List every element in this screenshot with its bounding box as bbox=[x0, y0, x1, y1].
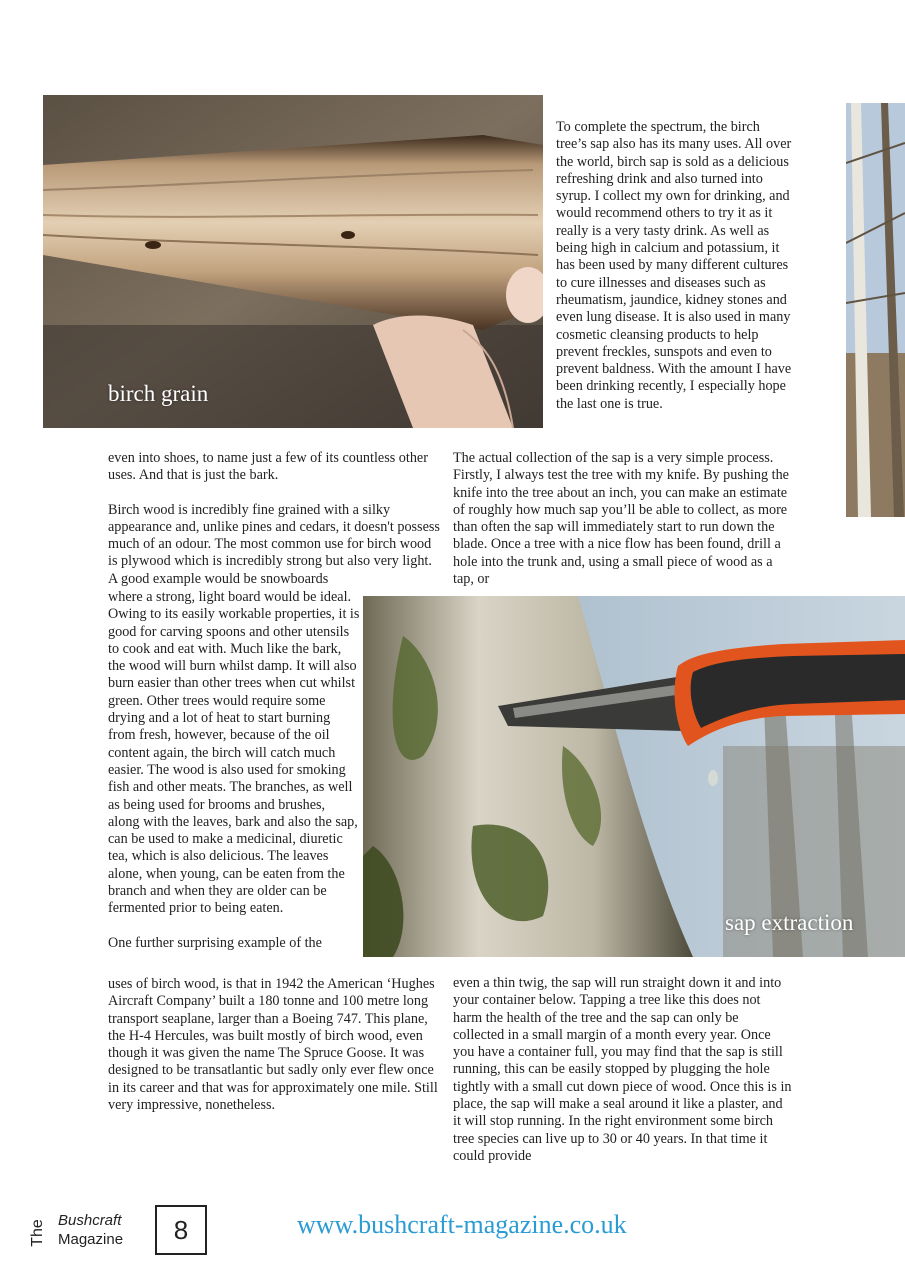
sap-extraction-photo bbox=[363, 596, 905, 957]
article-left-bottom bbox=[108, 976, 442, 1114]
paragraph-birch-wood-cont: where a strong, light board would be ideal. Owing to its easily workable properties, it is good for carving spoons and other utensils to cook and eat with. Much like the bark, the wood will burn whilst damp. It will also burn easier than other trees when cut whilst green. Other trees would require some drying and a lot of heat to start burning from fresh, however, because of the oil content again, the birch will catch much easier. The wood is also used for smoking fish and other meats. The branches, as well as being used for brooms and brushes, along with the leaves, bark and also the sap, can be used to make a medicinal, diuretic tea, which is also delicious. The leaves alone, when young, can be eaten from the branch and when they are older can be fermented prior to being eaten. bbox=[108, 589, 360, 917]
page-number: 8 bbox=[155, 1205, 207, 1255]
birch-tree-photo bbox=[846, 103, 905, 517]
article-right-top: To complete the spectrum, the birch tree’s sap also has its many uses. All over the world, birch sap is sold as a delicious refreshing drink and also turned into syrup. I collect my own for drinking, and would recommend others to try it as it really is a very tasty drink. As well as being high in calcium and potassium, it has been used by many different cultures to cure illnesses and diseases such as rheumatism, jaundice, kidney stones and even lung disease. It is also used in many cosmetic cleansing products to help prevent freckles, sunspots and even to prevent baldness. With the amount I have been drinking recently, I especially hope the last one is true. bbox=[556, 119, 792, 412]
magazine-the: The bbox=[28, 1219, 46, 1247]
paragraph-birch-wood: Birch wood is incredibly fine grained with a silky appearance and, unlike pines and cedars, it doesn't possess much of an odour. The most common use for birch wood is plywood which is incredibly strong but also very light. A good example would be snowboards bbox=[108, 501, 440, 587]
birch-tree-illustration bbox=[846, 103, 905, 517]
article-right-mid: The actual collection of the sap is a very simple process. Firstly, I always test the tree with my knife. By pushing the knife into the tree about an inch, you can make an estimate of roughly how much sap you’ll be able to collect, as more than often the sap will immediately start to run down the blade. Once a tree with a nice flow has been found, drill a hole into the trunk and, using a small piece of wood as a tap, or bbox=[453, 450, 789, 588]
magazine-logo bbox=[30, 1210, 140, 1260]
sap-extraction-illustration bbox=[363, 596, 905, 957]
article-left-narrow bbox=[108, 589, 360, 952]
birch-grain-photo bbox=[43, 95, 543, 428]
magazine-title: Bushcraft bbox=[58, 1212, 122, 1229]
birch-grain-caption: birch grain bbox=[108, 381, 209, 406]
magazine-subtitle: Magazine bbox=[58, 1231, 124, 1248]
paragraph-seaplane: uses of birch wood, is that in 1942 the American ‘Hughes Aircraft Company’ built a 180 tonne and 100 metre long transport seaplane, larger than a Boeing 747. This plane, the H-4 Hercules, was built mostly of birch wood, even though it was given the name The Spruce Goose. It was designed to be transatlantic but sadly only ever flew once in its career and that was for approximately one mile. Still very impressive, nonetheless. bbox=[108, 976, 438, 1114]
paragraph-bark-uses: even into shoes, to name just a few of its countless other uses. And that is just the bark. bbox=[108, 450, 428, 484]
article-left-top bbox=[108, 450, 442, 588]
birch-grain-illustration bbox=[43, 95, 543, 428]
website-link[interactable]: www.bushcraft-magazine.co.uk bbox=[297, 1210, 627, 1239]
article-right-bottom: even a thin twig, the sap will run straight down it and into your container below. Tapping a tree like this does not harm the health of the tree and the sap can only be collected in a small margin of a month every year. Once you have a container full, you may find that the sap is still running, this can be easily stopped by plugging the hole tightly with a small cut down piece of wood. Once this is in place, the sap will make a seal around it like a plaster, and it will stop running. In the right environment some birch tree species can live up to 30 or 40 years. In that time it could provide bbox=[453, 975, 792, 1164]
paragraph-seaplane-start: One further surprising example of the bbox=[108, 934, 322, 951]
sap-extraction-caption: sap extraction bbox=[725, 910, 854, 935]
